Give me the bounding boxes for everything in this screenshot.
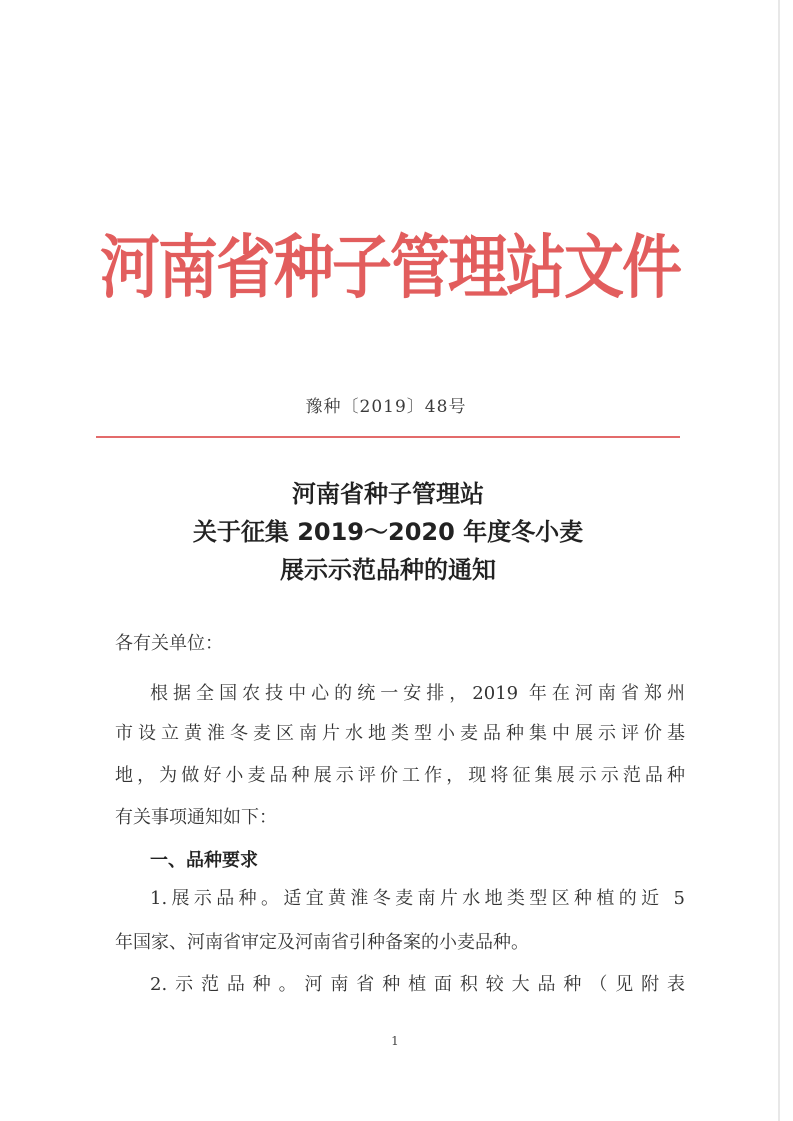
paragraph-1-line-2: 市设立黄淮冬麦区南片水地类型小麦品种集中展示评价基 [115,723,685,744]
paragraph-1-line-1: 根据全国农技中心的统一安排，2019 年在河南省郑州 [150,683,685,704]
page-edge-shadow [778,0,780,1121]
title-line-1: 河南省种子管理站 [292,480,484,508]
masthead: 河南省种子管理站文件 [100,227,680,309]
salutation: 各有关单位： [115,633,223,654]
section-heading-variety-requirements: 一、品种要求 [150,850,258,871]
title-line-3: 展示示范品种的通知 [280,556,496,584]
paragraph-1-line-4: 有关事项通知如下： [115,807,277,828]
item-1-line-1: 1.展示品种。适宜黄淮冬麦南片水地类型区种植的近 5 [150,888,685,909]
item-1-line-2: 年国家、河南省审定及河南省引种备案的小麦品种。 [115,932,529,953]
page-number: 1 [391,1034,399,1048]
document-number: 豫种〔2019〕48号 [305,397,467,417]
title-line-2: 关于征集 2019～2020 年度冬小麦 [192,518,584,546]
paragraph-1-line-3: 地，为做好小麦品种展示评价工作，现将征集展示示范品种 [115,765,685,786]
red-divider-line [96,436,680,438]
item-2-line-1: 2.示范品种。河南省种植面积较大品种（见附表 [150,974,685,995]
